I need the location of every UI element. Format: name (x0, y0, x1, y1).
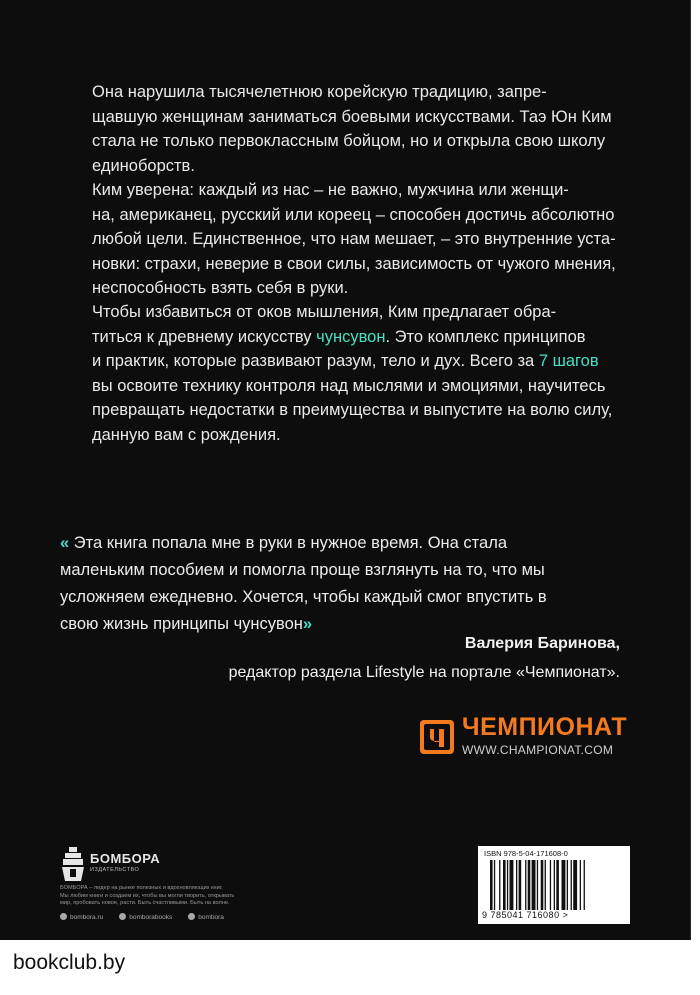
barcode-bar (537, 860, 538, 910)
highlighted-term: 7 шагов (538, 352, 599, 370)
paragraph-line: и практик, которые развивают разум, тело и дух. Всего за 7 шагов (92, 352, 599, 370)
quote-line-3: усложняем ежедневно. Хочется, чтобы каждый смог впустить в (60, 588, 547, 606)
barcode-bar (510, 860, 514, 910)
championat-url[interactable]: WWW.CHAMPIONAT.COM (462, 743, 614, 757)
barcode-bar (573, 860, 577, 910)
bombora-logo-icon (60, 845, 86, 883)
paragraph-line: превращать недостатки в преимущества и выпустите на волю силу, (92, 401, 613, 419)
paragraph-line: единоборств. (92, 156, 195, 175)
championat-logo-icon (420, 720, 454, 754)
paragraph-line: Она нарушила тысячелетнюю корейскую традицию, запре- (92, 83, 547, 101)
barcode-bar (528, 860, 531, 910)
quote-close-mark: » (302, 615, 313, 633)
barcode-bar (507, 860, 508, 910)
barcode-bar (499, 860, 500, 910)
paragraph-line: щавшую женщинам заниматься боевыми искусствами. Таэ Юн Ким (92, 107, 612, 126)
quote-open-mark: « (60, 534, 70, 552)
barcode-bar (490, 860, 493, 910)
testimonial-quote (60, 530, 620, 638)
social-vk[interactable]: bomborabooks (119, 913, 172, 921)
blurb-paragraph-2 (92, 178, 620, 301)
championat-name: ЧЕМПИОНАТ (462, 713, 628, 741)
barcode-label (478, 846, 630, 924)
barcode-bar (571, 860, 572, 910)
vk-icon (119, 913, 126, 920)
barcode-bar (554, 860, 555, 910)
barcode-bar (584, 860, 585, 910)
barcode-bar (556, 860, 559, 910)
publisher-socials (60, 913, 224, 921)
barcode-bar (532, 860, 536, 910)
barcode-bar (525, 860, 526, 910)
barcode-bar (541, 860, 544, 910)
quote-line-1: « Эта книга попала мне в руки в нужное время. Она стала (60, 534, 508, 552)
publisher-name: БОМБОРА (90, 851, 161, 866)
barcode-bar (580, 860, 581, 910)
barcode-bar (567, 860, 568, 910)
barcode-bar (503, 860, 506, 910)
paragraph-line: титься к древнему искусству чунсувон. Это комплекс принципов (92, 327, 586, 346)
social-youtube[interactable]: bombora (188, 913, 224, 921)
paragraph-line: стала не только первоклассным бойцом, но и открыла свою школу (92, 132, 606, 150)
barcode-digits: 9 785041 716080 > (482, 910, 569, 920)
quote-author-role: редактор раздела Lifestyle на портале «Чемпионат». (228, 664, 620, 681)
paragraph-line: любой цели. Единственное, что нам мешает, – это внутренние уста- (92, 230, 616, 248)
barcode-bar (545, 860, 546, 910)
blurb-paragraph-1 (92, 80, 620, 178)
quote-line-2: маленьким пособием и помогла проще взглянуть на то, что мы (60, 561, 545, 579)
footer-site-name[interactable]: bookclub.by (13, 951, 126, 974)
barcode-bars (490, 860, 618, 910)
paragraph-line: данную вам с рождения. (92, 425, 281, 444)
barcode-bar (550, 860, 551, 910)
barcode-bar (562, 860, 566, 910)
barcode-bar (519, 860, 522, 910)
paragraph-line: новки: страхи, неверие в свои силы, зависимость от чужого мнения, (92, 254, 616, 273)
publisher-subtitle: ИЗДАТЕЛЬСТВО (90, 867, 140, 873)
isbn-text: ISBN 978-5-04-171608-0 (484, 849, 568, 858)
paragraph-line: на, американец, русский или кореец – способен достичь абсолютно (92, 205, 615, 224)
social-website[interactable]: bombora.ru (60, 913, 103, 921)
barcode-bar (494, 860, 495, 910)
quote-line-4: свою жизнь принципы чунсувон» (60, 615, 313, 633)
highlighted-term: чунсувон (316, 327, 386, 346)
paragraph-line: вы освоите технику контроля над мыслями и эмоциями, научитесь (92, 376, 606, 395)
blurb-paragraph-3 (92, 300, 620, 447)
youtube-icon (188, 913, 195, 920)
paragraph-line: неспособность взять себя в руки. (92, 279, 349, 297)
paragraph-line: Ким уверена: каждый из нас – не важно, мужчина или женщи- (92, 181, 569, 199)
publisher-blurb: БОМБОРА – лидер на рынке полезных и вдохновляющих книг. Мы любим книги и создаем их, чтобы вы могли творить, открывать мир, пробовать новое, расти. Быть счастливыми. Быть на волне. (60, 885, 235, 906)
globe-icon (60, 913, 67, 920)
quote-author: Валерия Баринова, (464, 635, 620, 652)
paragraph-line: Чтобы избавиться от оков мышления, Ким предлагает обра- (92, 303, 557, 321)
barcode-bar (516, 860, 517, 910)
